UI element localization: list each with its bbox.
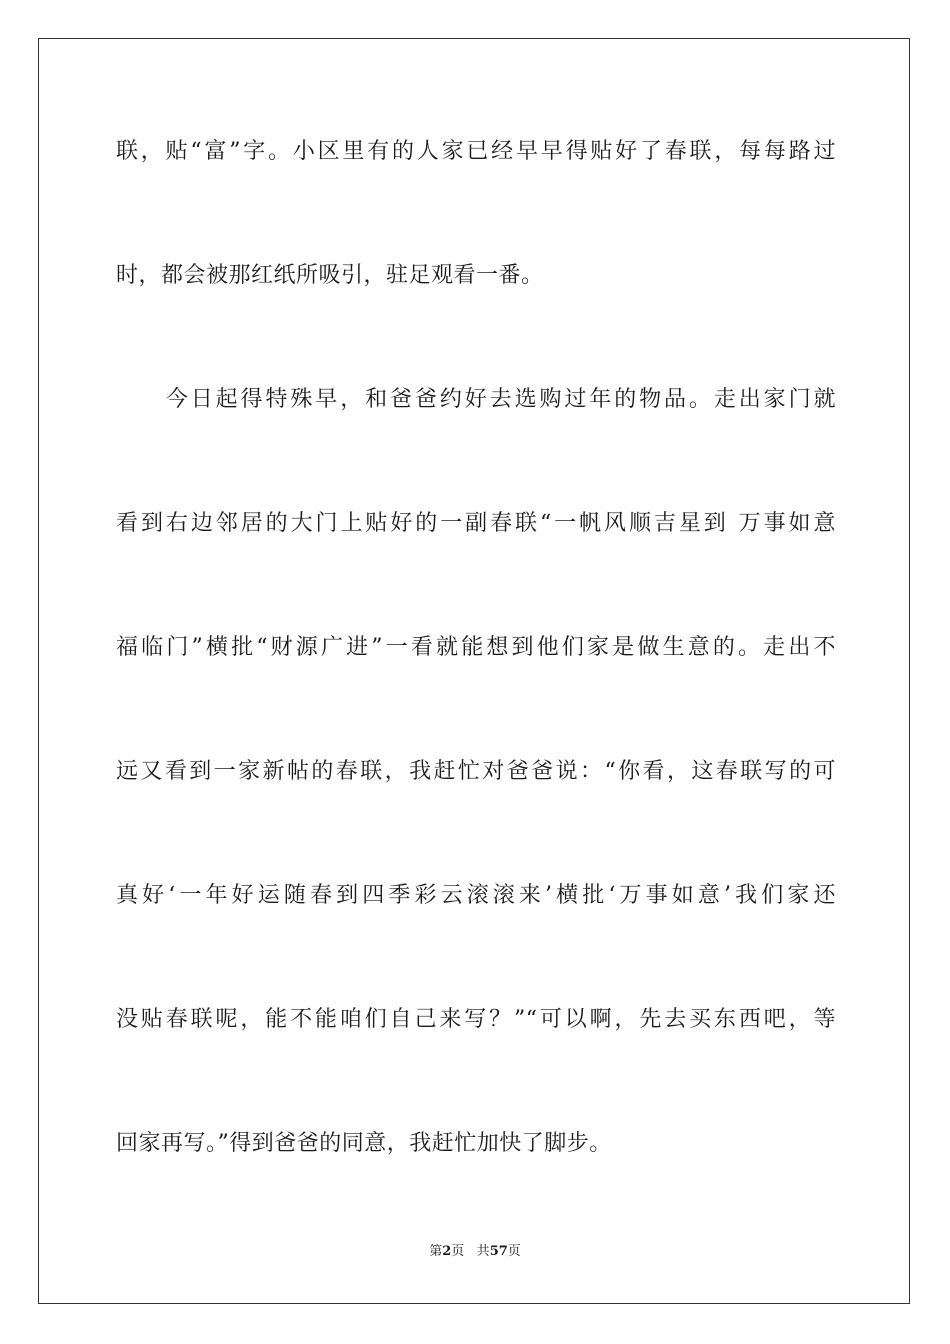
body-text-line-8: 没贴春联呢，能不能咱们自己来写？”“可以啊，先去买东西吧，等 [116,1007,836,1032]
body-text-line-5: 福临门”横批“财源广进”一看就能想到他们家是做生意的。走出不 [116,635,836,660]
page-border [38,38,910,1304]
total-prefix: 共 [476,1244,490,1259]
body-text-line-6: 远又看到一家新帖的春联，我赶忙对爸爸说：“你看，这春联写的可 [116,759,836,784]
body-text-line-9: 回家再写。”得到爸爸的同意，我赶忙加快了脚步。 [116,1131,612,1156]
body-text-line-3: 今日起得特殊早，和爸爸约好去选购过年的物品。走出家门就 [116,387,836,412]
page-number: 2 [442,1244,452,1259]
page-prefix: 第 [429,1244,443,1259]
body-text-line-2: 时，都会被那红纸所吸引，驻足观看一番。 [116,263,544,288]
body-text-line-7: 真好‘一年好运随春到四季彩云滚滚来’横批‘万事如意’我们家还 [116,883,836,908]
body-text-line-4: 看到右边邻居的大门上贴好的一副春联“一帆风顺吉星到 万事如意 [116,511,836,536]
body-text-line-1: 联，贴“富”字。小区里有的人家已经早早得贴好了春联，每每路过 [116,139,836,164]
page-footer [0,1243,950,1261]
total-suffix: 页 [507,1244,521,1259]
total-pages: 57 [489,1244,508,1259]
page-suffix: 页 [451,1244,465,1259]
